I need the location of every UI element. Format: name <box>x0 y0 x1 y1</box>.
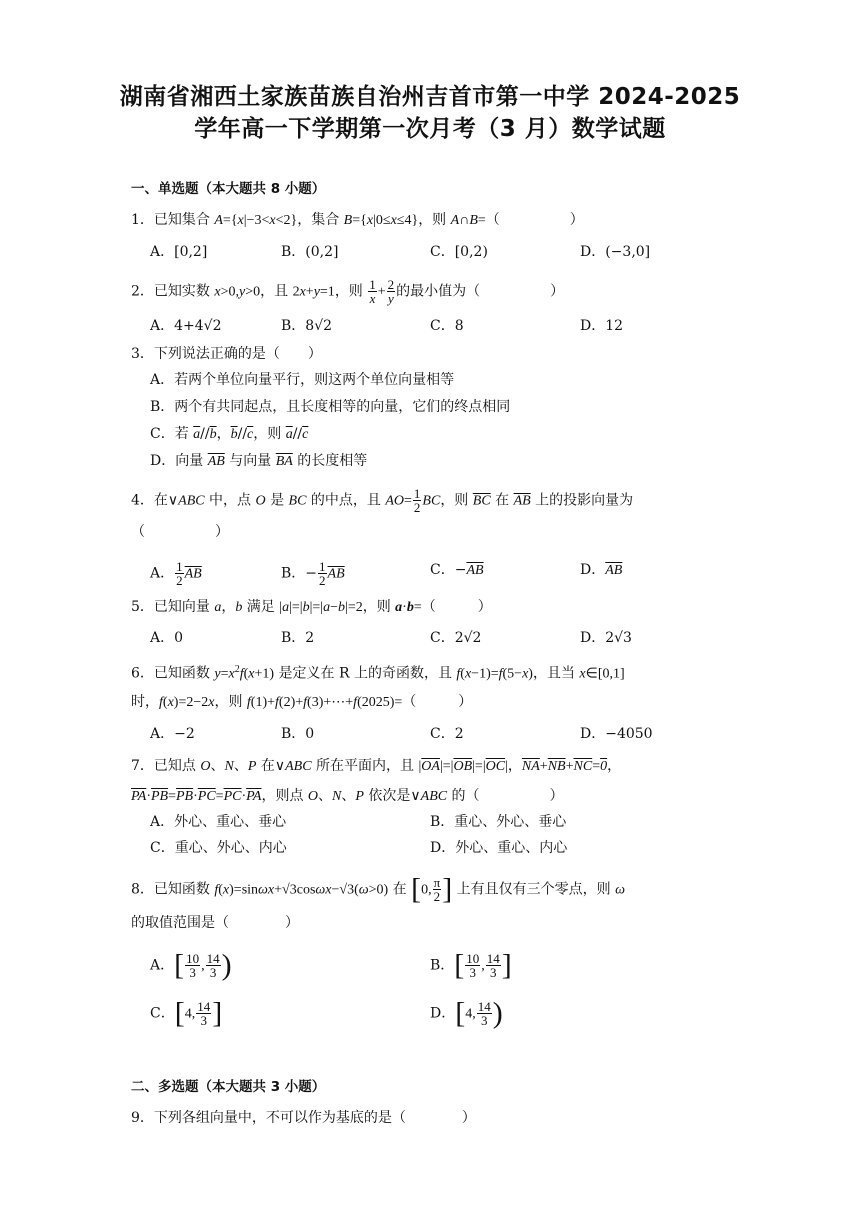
q7-option-a: A．外心、重心、垂心 <box>150 814 287 830</box>
q5-option-a: A．0 <box>150 630 184 646</box>
q4-option-d: D．$\overline{AB}$ <box>580 562 623 578</box>
q3-option-d: D．向量 $\overline{AB}$ 与向量 $\overline{BA}$ 的长度相等 <box>150 453 368 469</box>
question-4: 4．在∨ABC 中，点 O 是 BC 的中点，且 AO= $\frac{1}{2}$ BC，则 $\overline{BC}$ 在 $\overline{AB}$ 上的投影向量为 <box>131 486 634 515</box>
q6-option-a: A．−2 <box>150 726 195 742</box>
q8-option-d: D．[4, $\frac{14}{3}$ ) <box>430 996 503 1030</box>
q3-option-a: A．若两个单位向量平行，则这两个单位向量相等 <box>150 372 455 388</box>
question-5: 5．已知向量 a，b 满足 |a|=|b|=|a−b|=2，则 a·b=（ ） <box>131 599 492 615</box>
section-heading-multiple-choice: 二、多选题（本大题共 3 小题） <box>131 1079 326 1095</box>
q6-option-d: D．−4050 <box>580 726 653 742</box>
q6-option-b: B．0 <box>281 726 315 742</box>
question-7-cont: $\overline{PA}\cdot\overline{PB}=\overline{PB}\cdot\overline{PC}=\overline{PC}\cdot\overline{PA}$，则点 O、N、P 依次是∨ABC 的（ ） <box>131 788 564 804</box>
q2-option-c: C．8 <box>430 318 464 334</box>
q2-option-d: D．12 <box>580 318 624 334</box>
question-8: 8．已知函数 f(x)=sinωx+√3cosωx−√3(ω>0) 在 [0, $\frac{\pi}{2}$ ] 上有且仅有三个零点，则 ω <box>131 872 625 906</box>
q1-option-c: C．[0,2) <box>430 244 488 260</box>
question-8-cont: 的取值范围是（ ） <box>131 915 299 931</box>
q3-option-b: B．两个有共同起点，且长度相等的向量，它们的终点相同 <box>150 399 511 415</box>
q4-option-b: B．− $\frac{1}{2}$ $\overline{AB}$ <box>281 559 345 588</box>
q7-option-c: C．重心、外心、内心 <box>150 840 287 856</box>
q7-option-d: D．外心、重心、内心 <box>430 840 568 856</box>
question-1: 1．已知集合 A={x|−3<x<2}，集合 B={x|0≤x≤4}，则 A∩B=（ ） <box>131 212 584 228</box>
q4-option-c: C．$-\overline{AB}$ <box>430 562 484 578</box>
q8-option-b: B．[ $\frac{10}{3}$ , $\frac{14}{3}$ ] <box>430 948 512 982</box>
q8-option-a: A．[ $\frac{10}{3}$ , $\frac{14}{3}$ ) <box>150 948 232 982</box>
q1-option-a: A．[0,2] <box>150 244 208 260</box>
q5-option-c: C．2√2 <box>430 630 482 646</box>
question-6-cont: 时，f(x)=2−2x，则 f(1)+f(2)+f(3)+⋯+f(2025)=（ ） <box>131 694 473 710</box>
question-9: 9．下列各组向量中，不可以作为基底的是（ ） <box>131 1110 476 1126</box>
q2-option-a: A．4+4√2 <box>150 318 222 334</box>
page-title-line1: 湖南省湘西土家族苗族自治州吉首市第一中学 2024-2025 <box>119 84 741 110</box>
section-heading-single-choice: 一、单选题（本大题共 8 小题） <box>131 181 326 197</box>
question-3: 3．下列说法正确的是（ ） <box>131 346 322 362</box>
q3-option-c: C．若 $\overline{a}//\overline{b}$，$\overline{b}//\overline{c}$，则 $\overline{a}//\overline{c}$ <box>150 426 309 442</box>
question-4-blank: （ ） <box>131 524 229 540</box>
q5-option-d: D．2√3 <box>580 630 632 646</box>
q7-option-b: B．重心、外心、垂心 <box>430 814 567 830</box>
q2-option-b: B．8√2 <box>281 318 333 334</box>
question-6: 6．已知函数 $y=x^2f(x+1)$ 是定义在 R 上的奇函数，且 f(x−1)=f(5−x)，且当 x∈[0,1] <box>131 664 625 682</box>
q1-option-d: D．(−3,0] <box>580 244 651 260</box>
page-title-line2: 学年高一下学期第一次月考（3 月）数学试题 <box>194 116 666 142</box>
question-2: 2．已知实数 x>0,y>0，且 2x+y=1，则 $\frac{1}{x}$ + $\frac{2}{y}$ 的最小值为（ ） <box>131 277 565 306</box>
q1-option-b: B．(0,2] <box>281 244 339 260</box>
q6-option-c: C．2 <box>430 726 464 742</box>
q8-option-c: C．[4, $\frac{14}{3}$ ] <box>150 996 223 1030</box>
question-7: 7．已知点 O、N、P 在∨ABC 所在平面内，且 $|\overline{OA}|=|\overline{OB}|=|\overline{OC}|$，$\overline{NA}+\overline{NB}+\overline{NC}=0$， <box>131 758 622 774</box>
q4-option-a: A． $\frac{1}{2}$ $\overline{AB}$ <box>150 559 202 588</box>
q5-option-b: B．2 <box>281 630 315 646</box>
